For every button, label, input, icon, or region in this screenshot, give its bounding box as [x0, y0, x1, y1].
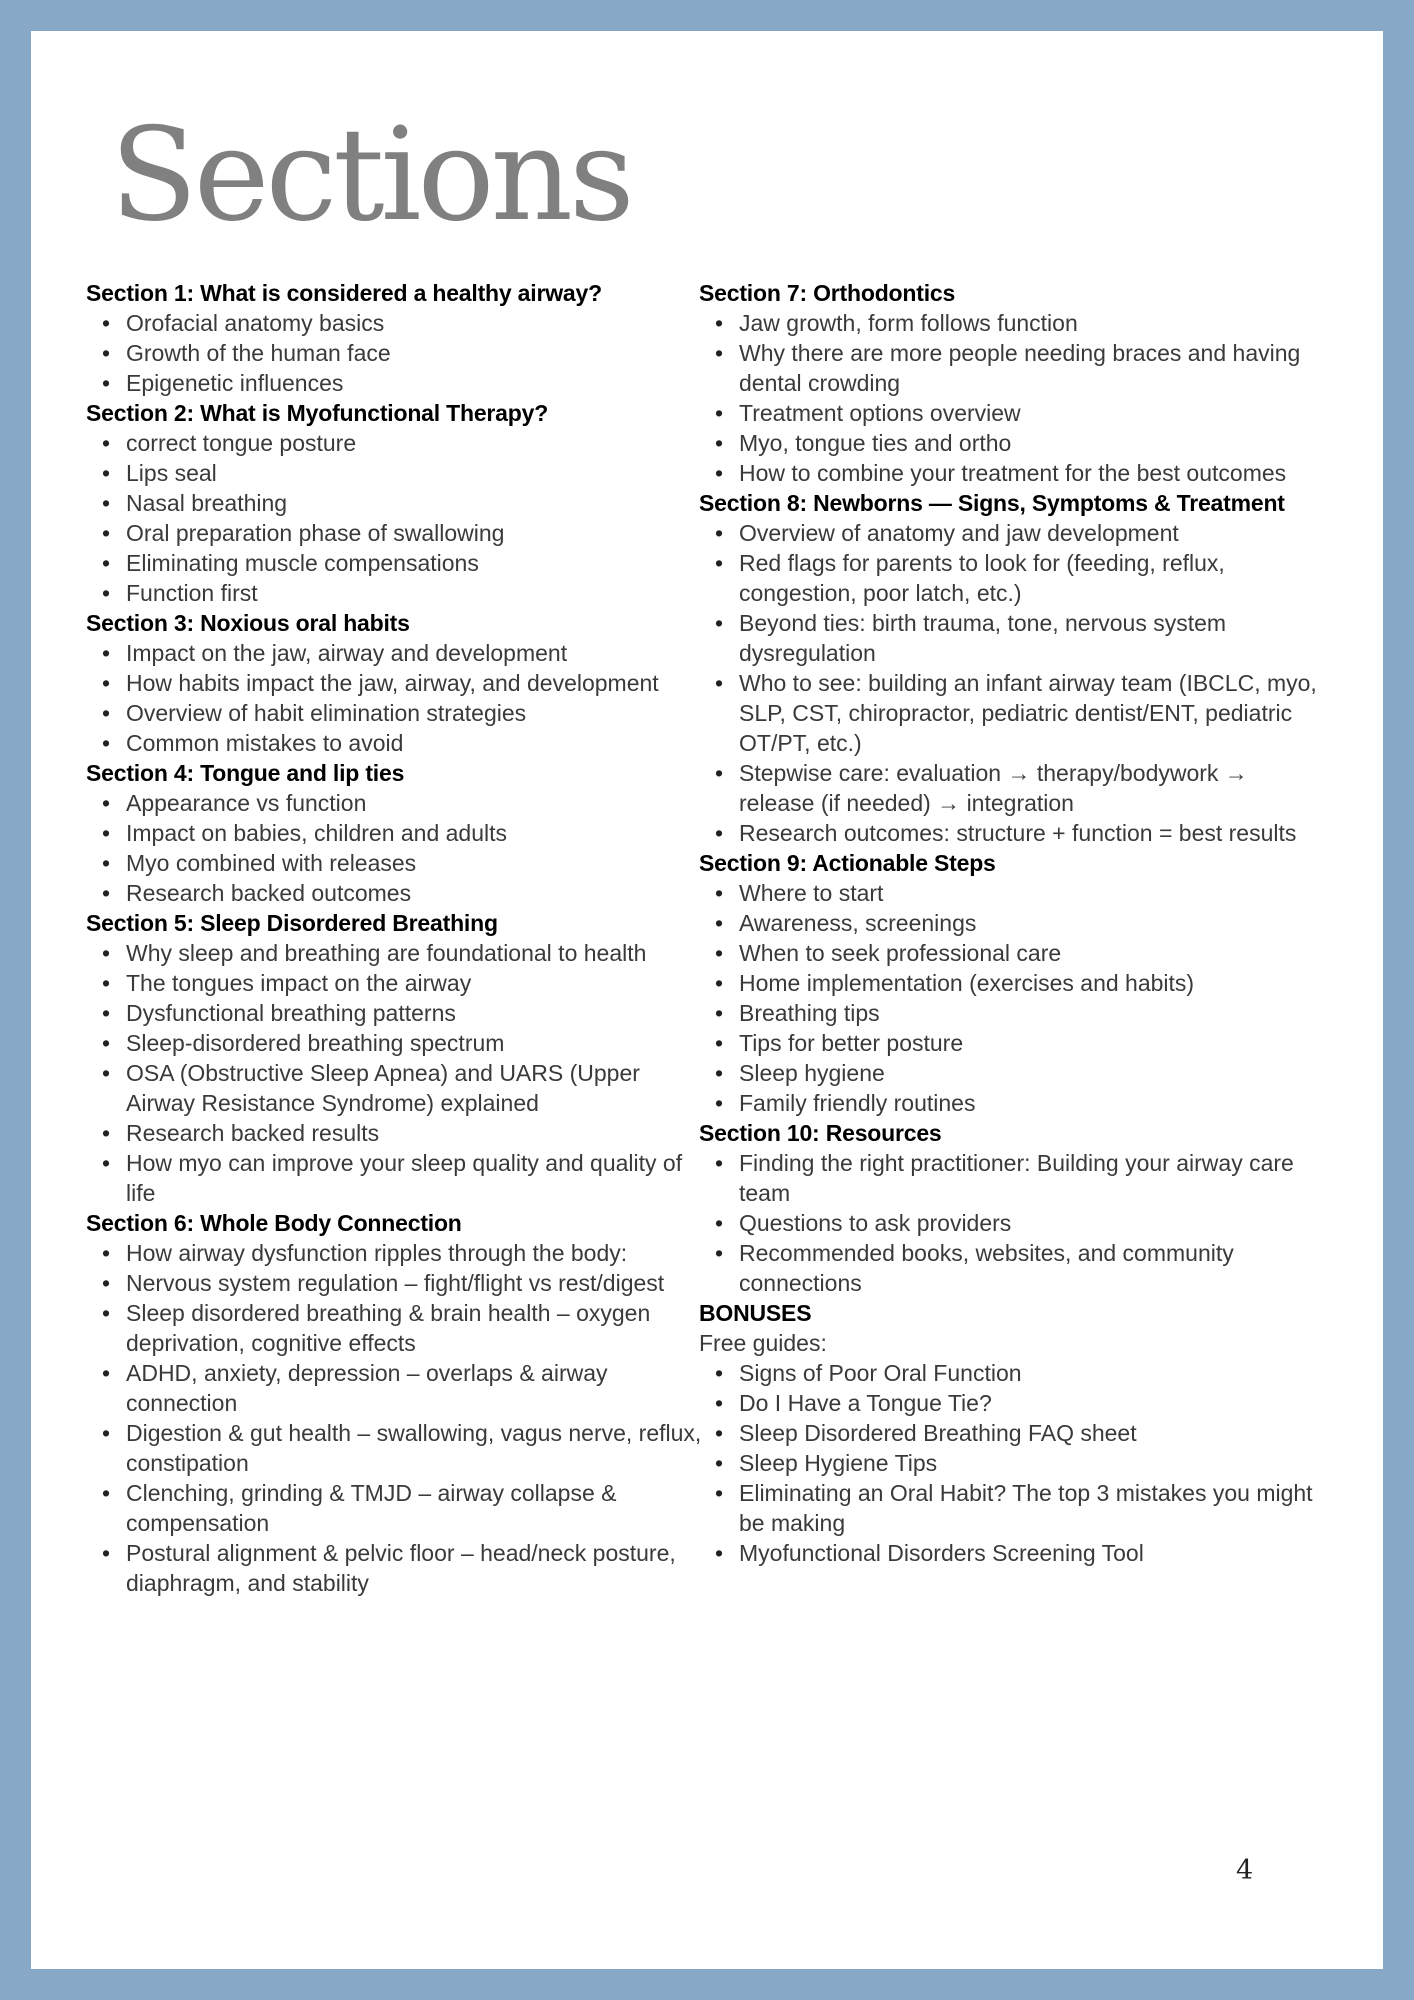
section-list	[86, 1238, 706, 1598]
list-item: • Lips seal	[126, 458, 706, 488]
section-list	[699, 518, 1329, 848]
list-item: • Stepwise care: evaluation → therapy/bodywork → release (if needed) → integration	[739, 758, 1329, 818]
page-number: 4	[1236, 1855, 1254, 1886]
list-item: • Myo combined with releases	[126, 848, 706, 878]
list-item: • Treatment options overview	[739, 398, 1329, 428]
page-title: Sections	[110, 101, 631, 250]
list-item: • Dysfunctional breathing patterns	[126, 998, 706, 1028]
list-item: • Tips for better posture	[739, 1028, 1329, 1058]
list-item: • Awareness, screenings	[739, 908, 1329, 938]
section-list	[86, 308, 706, 398]
section-heading: Section 10: Resources	[699, 1120, 942, 1146]
list-item: • Epigenetic influences	[126, 368, 706, 398]
section-list	[86, 638, 706, 758]
section-heading: Section 6: Whole Body Connection	[86, 1210, 462, 1236]
section-block	[86, 1208, 706, 1598]
list-item: • Jaw growth, form follows function	[739, 308, 1329, 338]
list-item: • OSA (Obstructive Sleep Apnea) and UARS (Upper Airway Resistance Syndrome) explained	[126, 1058, 706, 1118]
right-sections	[699, 278, 1329, 1298]
list-item: • Myo, tongue ties and ortho	[739, 428, 1329, 458]
list-item: • Breathing tips	[739, 998, 1329, 1028]
list-item: • correct tongue posture	[126, 428, 706, 458]
list-item: • Oral preparation phase of swallowing	[126, 518, 706, 548]
list-item: • Appearance vs function	[126, 788, 706, 818]
section-block	[86, 758, 706, 908]
list-item: • How myo can improve your sleep quality and quality of life	[126, 1148, 706, 1208]
section-heading: Section 2: What is Myofunctional Therapy?	[86, 400, 549, 426]
section-heading: Section 1: What is considered a healthy airway?	[86, 280, 602, 306]
list-item: • Digestion & gut health – swallowing, vagus nerve, reflux, constipation	[126, 1418, 706, 1478]
section-block	[86, 398, 706, 608]
list-item: • How airway dysfunction ripples through the body:	[126, 1238, 706, 1268]
bonuses-heading: BONUSES	[699, 1300, 812, 1326]
list-item: • Why there are more people needing braces and having dental crowding	[739, 338, 1329, 398]
list-item: • Where to start	[739, 878, 1329, 908]
right-column	[699, 278, 1329, 1568]
list-item: • Sleep-disordered breathing spectrum	[126, 1028, 706, 1058]
section-block	[699, 848, 1329, 1118]
list-item: • Sleep disordered breathing & brain health – oxygen deprivation, cognitive effects	[126, 1298, 706, 1358]
list-item: • Research backed results	[126, 1118, 706, 1148]
list-item: • Impact on babies, children and adults	[126, 818, 706, 848]
list-item: • Sleep hygiene	[739, 1058, 1329, 1088]
list-item: • Recommended books, websites, and community connections	[739, 1238, 1329, 1298]
bonuses-intro: Free guides:	[699, 1330, 827, 1356]
section-list	[699, 1148, 1329, 1298]
section-block	[699, 278, 1329, 488]
section-heading: Section 5: Sleep Disordered Breathing	[86, 910, 498, 936]
section-heading: Section 4: Tongue and lip ties	[86, 760, 405, 786]
list-item: • Myofunctional Disorders Screening Tool	[739, 1538, 1329, 1568]
list-item: • Who to see: building an infant airway team (IBCLC, myo, SLP, CST, chiropractor, pediatric dentist/ENT, pediatric OT/PT, etc.)	[739, 668, 1329, 758]
list-item: • Why sleep and breathing are foundational to health	[126, 938, 706, 968]
bonuses-list	[699, 1358, 1329, 1568]
list-item: • Nasal breathing	[126, 488, 706, 518]
list-item: • Beyond ties: birth trauma, tone, nervous system dysregulation	[739, 608, 1329, 668]
list-item: • Do I Have a Tongue Tie?	[739, 1388, 1329, 1418]
list-item: • When to seek professional care	[739, 938, 1329, 968]
list-item: • Finding the right practitioner: Building your airway care team	[739, 1148, 1329, 1208]
section-block	[699, 488, 1329, 848]
section-list	[86, 788, 706, 908]
list-item: • How to combine your treatment for the best outcomes	[739, 458, 1329, 488]
list-item: • Overview of anatomy and jaw development	[739, 518, 1329, 548]
list-item: • Eliminating muscle compensations	[126, 548, 706, 578]
section-block	[699, 1118, 1329, 1298]
list-item: • The tongues impact on the airway	[126, 968, 706, 998]
section-block	[86, 908, 706, 1208]
list-item: • Red flags for parents to look for (feeding, reflux, congestion, poor latch, etc.)	[739, 548, 1329, 608]
section-list	[699, 878, 1329, 1118]
list-item: • Eliminating an Oral Habit? The top 3 mistakes you might be making	[739, 1478, 1329, 1538]
list-item: • Overview of habit elimination strategies	[126, 698, 706, 728]
section-list	[699, 308, 1329, 488]
list-item: • Home implementation (exercises and habits)	[739, 968, 1329, 998]
list-item: • Research backed outcomes	[126, 878, 706, 908]
list-item: • Family friendly routines	[739, 1088, 1329, 1118]
section-list	[86, 428, 706, 608]
list-item: • Common mistakes to avoid	[126, 728, 706, 758]
list-item: • Sleep Disordered Breathing FAQ sheet	[739, 1418, 1329, 1448]
list-item: • Nervous system regulation – fight/flight vs rest/digest	[126, 1268, 706, 1298]
list-item: • How habits impact the jaw, airway, and development	[126, 668, 706, 698]
section-heading: Section 3: Noxious oral habits	[86, 610, 410, 636]
list-item: • Signs of Poor Oral Function	[739, 1358, 1329, 1388]
left-column	[86, 278, 706, 1598]
list-item: • Function first	[126, 578, 706, 608]
section-heading: Section 7: Orthodontics	[699, 280, 956, 306]
section-block	[86, 608, 706, 758]
section-heading: Section 9: Actionable Steps	[699, 850, 996, 876]
list-item: • Growth of the human face	[126, 338, 706, 368]
section-heading: Section 8: Newborns — Signs, Symptoms & Treatment	[699, 490, 1285, 516]
list-item: • Research outcomes: structure + function = best results	[739, 818, 1329, 848]
list-item: • ADHD, anxiety, depression – overlaps & airway connection	[126, 1358, 706, 1418]
list-item: • Questions to ask providers	[739, 1208, 1329, 1238]
list-item: • Orofacial anatomy basics	[126, 308, 706, 338]
section-list	[86, 938, 706, 1208]
list-item: • Postural alignment & pelvic floor – head/neck posture, diaphragm, and stability	[126, 1538, 706, 1598]
bonuses-block	[699, 1298, 1329, 1568]
list-item: • Impact on the jaw, airway and development	[126, 638, 706, 668]
list-item: • Sleep Hygiene Tips	[739, 1448, 1329, 1478]
section-block	[86, 278, 706, 398]
list-item: • Clenching, grinding & TMJD – airway collapse & compensation	[126, 1478, 706, 1538]
